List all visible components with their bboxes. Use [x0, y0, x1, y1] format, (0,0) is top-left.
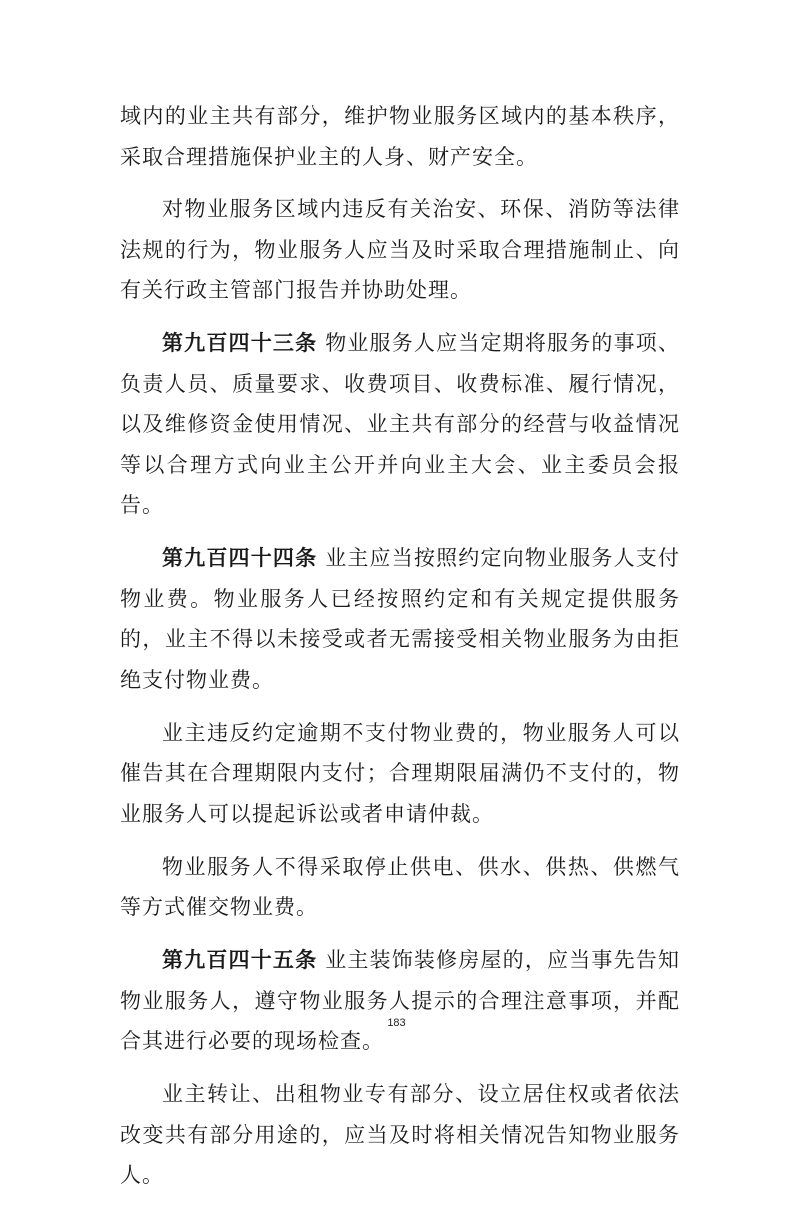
paragraph-text: 业主应当按照约定向物业服务人支付物业费。物业服务人已经按照约定和有关规定提供服务的，业主不得以未接受或者无需接受相关物业服务为由拒绝支付物业费。	[120, 546, 680, 692]
paragraph-text: 物业服务人应当定期将服务的事项、负责人员、质量要求、收费项目、收费标准、履行情况，以及维修资金使用情况、业主共有部分的经营与收益情况等以合理方式向业主公开并向业主大会、业主委员会报告。	[120, 331, 680, 517]
article-number: 第九百四十三条	[162, 331, 318, 355]
paragraph-text: 对物业服务区域内违反有关治安、环保、消防等法律法规的行为，物业服务人应当及时采取合理措施制止、向有关行政主管部门报告并协助处理。	[120, 197, 680, 302]
page-body	[120, 96, 680, 1208]
paragraph	[120, 189, 680, 311]
paragraph	[120, 713, 680, 835]
paragraph-text: 业主转让、出租物业专有部分、设立居住权或者依法改变共有部分用途的，应当及时将相关情况告知物业服务人。	[120, 1082, 680, 1187]
page-number: 183	[387, 1017, 406, 1029]
paragraph-text: 物业服务人不得采取停止供电、供水、供热、供燃气等方式催交物业费。	[120, 854, 680, 919]
article-945	[120, 940, 680, 1062]
paragraph-text: 域内的业主共有部分，维护物业服务区域内的基本秩序，采取合理措施保护业主的人身、财产安全。	[120, 104, 680, 169]
article-944	[120, 538, 680, 700]
paragraph-text: 业主装饰装修房屋的，应当事先告知物业服务人，遵守物业服务人提示的合理注意事项，并配合其进行必要的现场检查。	[120, 948, 680, 1053]
paragraph	[120, 847, 680, 928]
article-943	[120, 323, 680, 526]
paragraph-text: 业主违反约定逾期不支付物业费的，物业服务人可以催告其在合理期限内支付；合理期限届满仍不支付的，物业服务人可以提起诉讼或者申请仲裁。	[120, 720, 680, 826]
article-number: 第九百四十四条	[162, 546, 318, 570]
paragraph	[120, 1074, 680, 1196]
article-number: 第九百四十五条	[162, 948, 318, 972]
paragraph-continued	[120, 96, 680, 177]
